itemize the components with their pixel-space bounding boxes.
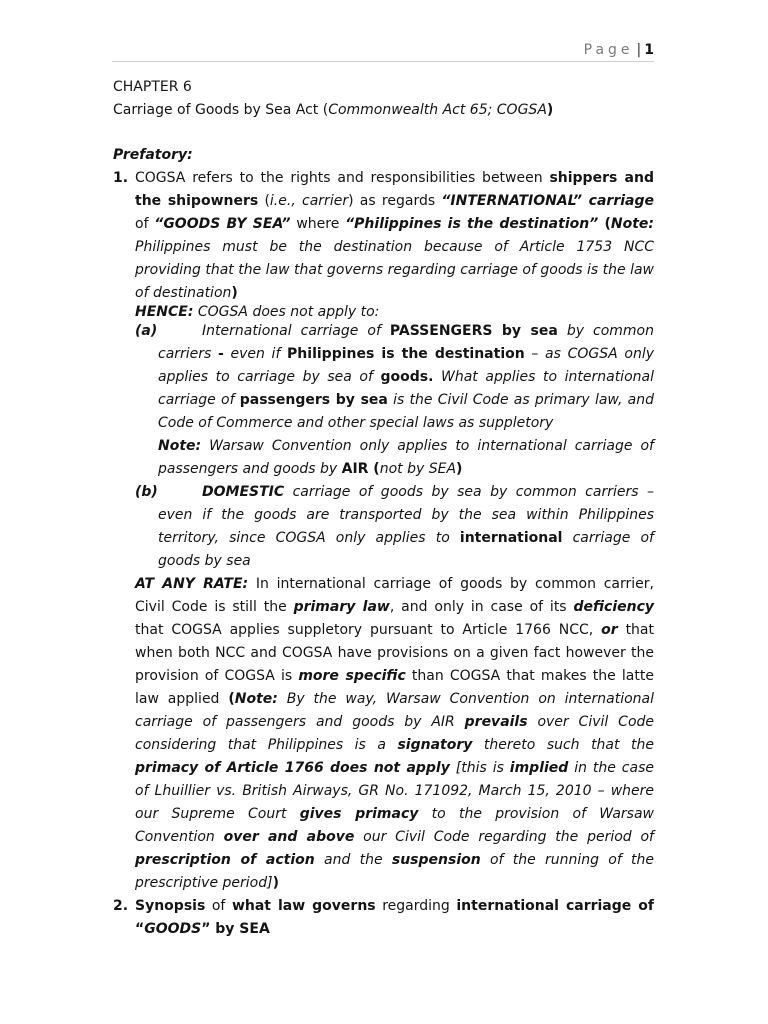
list-marker-2: 2. — [113, 898, 129, 914]
hence-text: COGSA does not apply to: — [193, 304, 380, 320]
sub-marker-a: (a) — [135, 323, 158, 339]
text-run: even if — [223, 346, 288, 362]
text-run: primacy of Article 1766 does not apply — [135, 760, 450, 776]
text-run: of the running of the prescriptive period] — [135, 852, 654, 891]
text-run: international carriage of “ — [135, 898, 654, 937]
text-run: PASSENGERS by sea — [389, 323, 558, 339]
text-run: in the case of Lhuillier vs. British Airways, GR No. 171092, March 15, 2010 – where our Supreme Court — [135, 760, 654, 822]
title-close: ) — [546, 102, 554, 118]
sub-item-b-text — [158, 481, 654, 573]
text-run: over Civil Code considering that Philippines is a — [135, 714, 655, 753]
title-subtitle: Commonwealth Act 65; COGSA — [328, 102, 547, 118]
text-run: international — [459, 530, 563, 546]
sub-item-a-note — [158, 435, 654, 481]
text-run: by common carriers — [158, 323, 654, 362]
text-run: regarding — [375, 898, 457, 914]
text-run: that COGSA applies suppletory pursuant to Article 1766 NCC, — [135, 622, 602, 638]
at-any-rate-label: AT ANY RATE: — [135, 576, 249, 592]
item-1-text — [135, 167, 654, 305]
text-run: that when both NCC and COGSA have provisions on a given fact however the provision of COGSA is — [135, 622, 654, 684]
text-run: Philippines must be the destination because of Article 1753 NCC providing that the law that governs regarding carriage of goods is the law of destination — [135, 239, 655, 301]
text-run: [this is — [449, 760, 510, 776]
text-run: passengers by sea — [239, 392, 388, 408]
text-run: ) — [456, 461, 463, 477]
text-run: ” by SEA — [201, 921, 270, 937]
text-run: ( — [228, 691, 235, 707]
text-run: ) — [231, 285, 238, 301]
text-run: than COGSA that makes the latte law applied — [135, 668, 654, 707]
text-run: deficiency — [573, 599, 655, 615]
text-run: In international carriage of goods by common carrier, Civil Code is still the — [135, 576, 654, 615]
text-run: carriage of goods by sea — [158, 530, 654, 569]
text-run: COGSA refers to the rights and responsibilities between — [135, 170, 550, 186]
text-run: , and only in case of its — [389, 599, 574, 615]
text-run: Note: — [610, 216, 654, 232]
text-run: of — [135, 216, 155, 232]
text-run: gives primacy — [299, 806, 419, 822]
text-run: GOODS — [144, 921, 202, 937]
text-run: – as COGSA only applies to carriage by sea of — [158, 346, 654, 385]
text-run: “INTERNATIONAL” carriage — [441, 193, 654, 209]
text-run: prescription of action — [135, 852, 315, 868]
header-separator: | — [636, 42, 642, 58]
chapter-heading: CHAPTER 6 — [113, 79, 192, 95]
sub-item-a-text — [158, 320, 654, 435]
text-run: carriage of goods by sea by common carriers – even if the goods are transported by the sea within Philippines territory, since COGSA only applies to — [158, 484, 654, 546]
text-run: i.e., carrier — [269, 193, 349, 209]
page-header — [112, 42, 654, 62]
text-run: prevails — [464, 714, 528, 730]
text-run: of — [205, 898, 232, 914]
at-any-rate-paragraph — [135, 573, 654, 895]
text-run: and the — [314, 852, 392, 868]
document-body — [113, 76, 654, 941]
hence-line — [135, 305, 654, 320]
text-run: DOMESTIC — [202, 484, 285, 500]
text-run: Philippines is the destination — [287, 346, 525, 362]
list-item-1 — [113, 167, 654, 895]
list-item-2 — [113, 895, 654, 941]
text-run: ) as regards — [348, 193, 442, 209]
item-2-text — [135, 895, 654, 941]
text-run: Note: — [234, 691, 278, 707]
title-main: Carriage of Goods by Sea Act ( — [113, 102, 329, 118]
sub-marker-b: (b) — [135, 484, 158, 500]
text-run: what law governs — [231, 898, 376, 914]
text-run: over and above — [223, 829, 355, 845]
text-run: suspension — [391, 852, 481, 868]
text-run: thereto such that the — [472, 737, 654, 753]
text-run: AIR — [341, 461, 369, 477]
hence-label: HENCE: — [135, 304, 194, 320]
list-marker-1: 1. — [113, 170, 129, 186]
prefatory-heading: Prefatory: — [113, 147, 193, 163]
text-run: shippers and the shipowners — [135, 170, 654, 209]
text-run: where — [290, 216, 346, 232]
page-number: 1 — [644, 42, 654, 58]
text-run: Synopsis — [135, 898, 206, 914]
text-run: ) — [272, 875, 279, 891]
text-run: By the way, Warsaw Convention on international carriage of passengers and goods by AIR — [135, 691, 655, 730]
text-run: or — [601, 622, 618, 638]
text-run: is the Civil Code as primary law, and Code of Commerce and other special laws as suppletory — [158, 392, 654, 431]
document-title — [113, 99, 654, 122]
text-run: - — [218, 346, 224, 362]
text-run: implied — [509, 760, 569, 776]
text-run: primary law — [293, 599, 390, 615]
text-run: ( — [368, 461, 380, 477]
text-run: signatory — [397, 737, 473, 753]
text-run: to the provision of Warsaw Convention — [135, 806, 654, 845]
text-run: “GOODS BY SEA” — [154, 216, 291, 232]
text-run: ( — [598, 216, 611, 232]
text-run: our Civil Code regarding the period of — [354, 829, 654, 845]
text-run: more specific — [298, 668, 406, 684]
text-run: International carriage of — [202, 323, 390, 339]
text-run: not by SEA — [379, 461, 457, 477]
sub-item-a — [135, 320, 654, 481]
text-run: ( — [258, 193, 270, 209]
text-run: goods. — [380, 369, 434, 385]
sub-item-b — [135, 481, 654, 573]
text-run: “Philippines is the destination” — [345, 216, 599, 232]
text-run: Warsaw Convention only applies to international carriage of passengers and goods by — [158, 438, 654, 477]
text-run: What applies to international carriage of — [158, 369, 654, 408]
page-label: Page — [583, 42, 634, 58]
note-label: Note: — [158, 438, 202, 454]
